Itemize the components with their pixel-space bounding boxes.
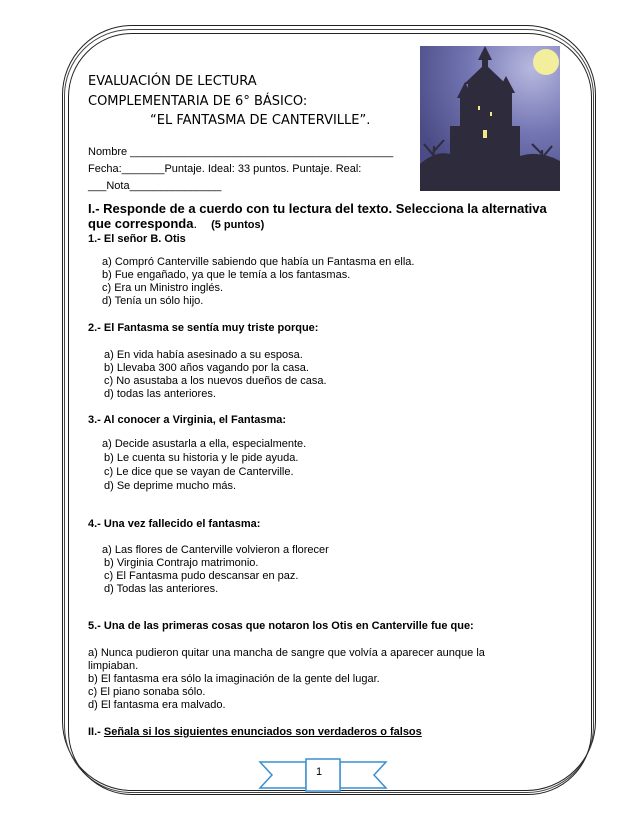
section-1-title-line-2 [88,216,264,232]
fecha-puntaje-field: Fecha:_______Puntaje. Ideal: 33 puntos. Puntaje. Real: [88,163,362,175]
question-3: 3.- Al conocer a Virginia, el Fantasma: [88,414,287,426]
nombre-field: Nombre ___________________________________________ [88,146,394,158]
question-5-option-a: a) Nunca pudieron quitar una mancha de sangre que volvía a aparecer aunque la [88,647,485,659]
section-2-prefix: II.- [88,726,104,738]
page-number: 1 [315,766,323,778]
question-2-option-a: a) En vida había asesinado a su esposa. [104,349,303,361]
question-3-option-b: b) Le cuenta su historia y le pide ayuda. [104,452,299,464]
question-2-option-c: c) No asustaba a los nuevos dueños de casa. [104,375,327,387]
question-2-option-d: d) todas las anteriores. [104,388,216,400]
header-line-2: COMPLEMENTARIA DE 6° BÁSICO: [88,94,308,109]
question-5-option-b: b) El fantasma era sólo la imaginación de la gente del lugar. [88,673,380,685]
section-2-title [88,726,422,739]
section-1-title-end: que corresponda [88,216,194,231]
question-4: 4.- Una vez fallecido el fantasma: [88,518,261,530]
section-1-title-dot: . [193,216,198,231]
header-title: “EL FANTASMA DE CANTERVILLE”. [150,113,371,128]
question-2-option-b: b) Llevaba 300 años vagando por la casa. [104,362,309,374]
question-1-option-b: b) Fue engañado, ya que le temía a los fantasmas. [102,269,351,281]
question-5-option-a-cont: limpiaban. [88,660,139,672]
question-3-option-c: c) Le dice que se vayan de Canterville. [104,466,294,478]
question-1-option-c: c) Era un Ministro inglés. [102,282,224,294]
header-line-1: EVALUACIÓN DE LECTURA [88,74,257,89]
question-4-option-c: c) El Fantasma pudo descansar en paz. [104,570,299,582]
question-5-option-d: d) El fantasma era malvado. [88,699,226,711]
question-4-option-b: b) Virginia Contrajo matrimonio. [104,557,259,569]
moon-icon [533,49,559,75]
section-1-title: I.- Responde de a cuerdo con tu lectura del texto. Selecciona la alternativa [88,201,547,216]
question-1-option-a: a) Compró Canterville sabiendo que había un Fantasma en ella. [102,256,415,268]
question-5-option-c: c) El piano sonaba sólo. [88,686,206,698]
question-1: 1.- El señor B. Otis [88,233,186,245]
nota-field: ___Nota_______________ [88,180,222,192]
castle-illustration [420,46,560,191]
question-3-option-d: d) Se deprime mucho más. [104,480,237,492]
question-3-option-a: a) Decide asustarla a ella, especialmente. [102,438,307,450]
question-5: 5.- Una de las primeras cosas que notaron los Otis en Canterville fue que: [88,620,474,632]
section-2-heading: Señala si los siguientes enunciados son verdaderos o falsos [103,726,422,738]
question-2: 2.- El Fantasma se sentía muy triste porque: [88,322,319,334]
question-4-option-d: d) Todas las anteriores. [104,583,219,595]
section-1-points: (5 puntos) [211,219,265,231]
question-1-option-d: d) Tenía un sólo hijo. [102,295,204,307]
question-4-option-a: a) Las flores de Canterville volvieron a florecer [102,544,329,556]
